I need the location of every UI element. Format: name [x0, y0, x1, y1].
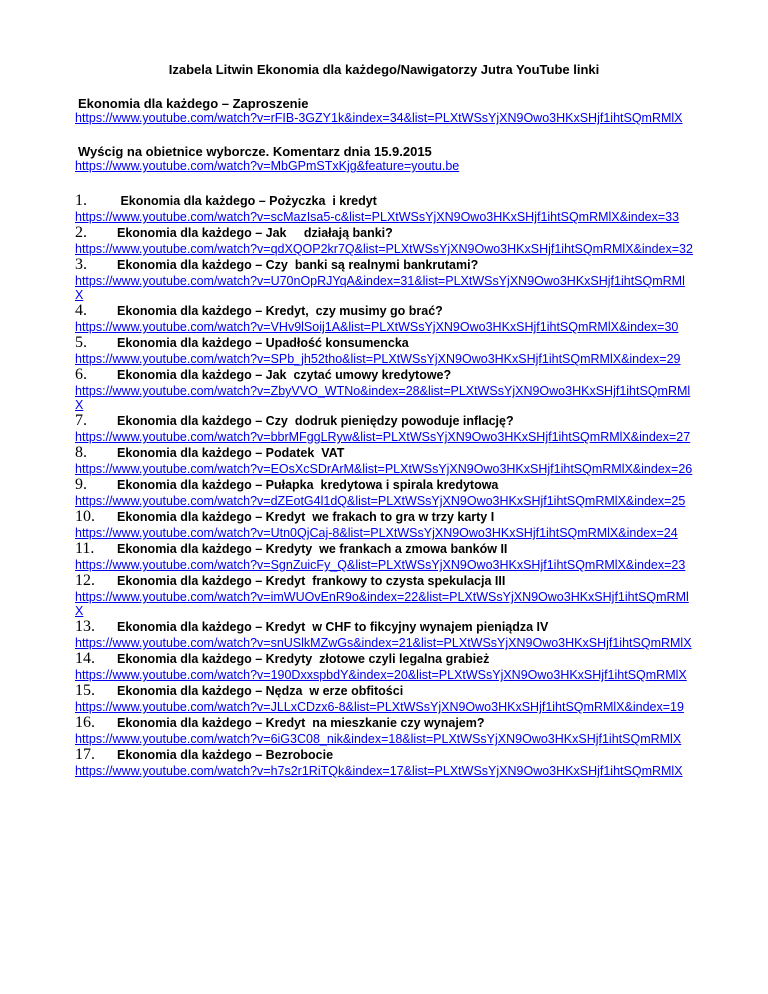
list-item — [75, 412, 693, 444]
item-number: 12. — [75, 572, 95, 589]
item-title: Ekonomia dla każdego – Kredyt, czy musimy go brać? — [117, 304, 443, 318]
item-number: 16. — [75, 714, 95, 731]
intro-block-comment — [75, 144, 693, 174]
list-item — [75, 572, 693, 618]
item-number: 8. — [75, 444, 87, 461]
item-number: 1. — [75, 192, 87, 209]
video-link[interactable]: https://www.youtube.com/watch?v=bbrMFggLRyw&list=PLXtWSsYjXN9Owo3HKxSHjf1ihtSQmRMlX&index=27 — [75, 430, 691, 444]
item-title: Ekonomia dla każdego – Pułapka kredytowa i spirala kredytowa — [117, 478, 499, 492]
item-title: Ekonomia dla każdego – Kredyt na mieszkanie czy wynajem? — [117, 716, 485, 730]
list-item — [75, 444, 693, 476]
list-item — [75, 540, 693, 572]
item-number: 7. — [75, 412, 87, 429]
video-link[interactable]: https://www.youtube.com/watch?v=dZEotG4l1dQ&list=PLXtWSsYjXN9Owo3HKxSHjf1ihtSQmRMlX&index=25 — [75, 494, 686, 508]
item-title: Ekonomia dla każdego – Podatek VAT — [117, 446, 345, 460]
video-link[interactable]: https://www.youtube.com/watch?v=EOsXcSDrArM&list=PLXtWSsYjXN9Owo3HKxSHjf1ihtSQmRMlX&index=26 — [75, 462, 693, 476]
video-link[interactable]: https://www.youtube.com/watch?v=snUSlkMZwGs&index=21&list=PLXtWSsYjXN9Owo3HKxSHjf1ihtSQmRMlX — [75, 636, 692, 650]
list-item — [75, 746, 693, 778]
item-number: 2. — [75, 224, 87, 241]
list-item — [75, 256, 693, 302]
item-number: 4. — [75, 302, 87, 319]
video-link[interactable]: https://www.youtube.com/watch?v=VHv9lSoij1A&list=PLXtWSsYjXN9Owo3HKxSHjf1ihtSQmRMlX&index=30 — [75, 320, 679, 334]
video-link[interactable]: https://www.youtube.com/watch?v=rFIB-3GZY1k&index=34&list=PLXtWSsYjXN9Owo3HKxSHjf1ihtSQmRMlX — [75, 111, 683, 125]
item-title: Ekonomia dla każdego – Kredyty złotowe czyli legalna grabież — [117, 652, 490, 666]
video-link[interactable]: https://www.youtube.com/watch?v=h7s2r1RiTQk&index=17&list=PLXtWSsYjXN9Owo3HKxSHjf1ihtSQmRMlX — [75, 764, 683, 778]
document-page — [75, 62, 693, 778]
item-number: 15. — [75, 682, 95, 699]
video-link[interactable]: https://www.youtube.com/watch?v=qdXQOP2kr7Q&list=PLXtWSsYjXN9Owo3HKxSHjf1ihtSQmRMlX&index=32 — [75, 242, 693, 256]
list-item — [75, 334, 693, 366]
video-link[interactable]: https://www.youtube.com/watch?v=SgnZuicFy_Q&list=PLXtWSsYjXN9Owo3HKxSHjf1ihtSQmRMlX&index=23 — [75, 558, 686, 572]
list-item — [75, 302, 693, 334]
list-item — [75, 192, 693, 224]
video-link[interactable]: https://www.youtube.com/watch?v=190DxxspbdY&index=20&list=PLXtWSsYjXN9Owo3HKxSHjf1ihtSQmRMlX — [75, 668, 687, 682]
list-item — [75, 366, 693, 412]
list-item — [75, 714, 693, 746]
video-link[interactable]: https://www.youtube.com/watch?v=JLLxCDzx6-8&list=PLXtWSsYjXN9Owo3HKxSHjf1ihtSQmRMlX&index=19 — [75, 700, 684, 714]
video-link[interactable]: https://www.youtube.com/watch?v=Utn0QjCaj-8&list=PLXtWSsYjXN9Owo3HKxSHjf1ihtSQmRMlX&index=24 — [75, 526, 678, 540]
list-item — [75, 618, 693, 650]
document-title: Izabela Litwin Ekonomia dla każdego/Nawigatorzy Jutra YouTube linki — [168, 62, 600, 77]
intro-title: Ekonomia dla każdego – Zaproszenie — [78, 96, 309, 111]
item-title: Ekonomia dla każdego – Czy dodruk pieniędzy powoduje inflację? — [117, 414, 514, 428]
item-title: Ekonomia dla każdego – Bezrobocie — [117, 748, 334, 762]
item-title: Ekonomia dla każdego – Kredyt frankowy to czysta spekulacja III — [117, 574, 506, 588]
intro-block-invitation — [75, 96, 693, 126]
list-item — [75, 224, 693, 256]
intro-title: Wyścig na obietnice wyborcze. Komentarz dnia 15.9.2015 — [78, 144, 432, 159]
item-title: Ekonomia dla każdego – Kredyty we frankach a zmowa banków II — [117, 542, 508, 556]
item-number: 6. — [75, 366, 87, 383]
item-title: Ekonomia dla każdego – Jak działają banki? — [117, 226, 393, 240]
item-title: Ekonomia dla każdego – Kredyt we frakach to gra w trzy karty I — [117, 510, 495, 524]
item-number: 11. — [75, 540, 95, 557]
item-title: Ekonomia dla każdego – Nędza w erze obfitości — [117, 684, 404, 698]
video-link[interactable]: https://www.youtube.com/watch?v=SPb_jh52tho&list=PLXtWSsYjXN9Owo3HKxSHjf1ihtSQmRMlX&index=29 — [75, 352, 681, 366]
video-link[interactable]: https://www.youtube.com/watch?v=6iG3C08_nik&index=18&list=PLXtWSsYjXN9Owo3HKxSHjf1ihtSQmRMlX — [75, 732, 682, 746]
item-title: Ekonomia dla każdego – Pożyczka i kredyt — [117, 194, 377, 208]
list-item — [75, 508, 693, 540]
video-link[interactable]: https://www.youtube.com/watch?v=scMazIsa5-c&list=PLXtWSsYjXN9Owo3HKxSHjf1ihtSQmRMlX&index=33 — [75, 210, 680, 224]
item-number: 10. — [75, 508, 95, 525]
item-title: Ekonomia dla każdego – Jak czytać umowy kredytowe? — [117, 368, 452, 382]
video-link[interactable]: https://www.youtube.com/watch?v=imWUOvEnR9o&index=22&list=PLXtWSsYjXN9Owo3HKxSHjf1ihtSQmRMlX — [75, 590, 689, 618]
video-list — [75, 192, 693, 778]
item-number: 5. — [75, 334, 87, 351]
list-item — [75, 650, 693, 682]
item-number: 9. — [75, 476, 87, 493]
video-link[interactable]: https://www.youtube.com/watch?v=U70nOpRJYqA&index=31&list=PLXtWSsYjXN9Owo3HKxSHjf1ihtSQmRMlX — [75, 274, 685, 302]
item-title: Ekonomia dla każdego – Upadłość konsumencka — [117, 336, 409, 350]
list-item — [75, 682, 693, 714]
item-number: 14. — [75, 650, 95, 667]
item-number: 3. — [75, 256, 87, 273]
list-item — [75, 476, 693, 508]
item-number: 13. — [75, 618, 95, 635]
video-link[interactable]: https://www.youtube.com/watch?v=MbGPmSTxKjg&feature=youtu.be — [75, 159, 460, 173]
item-title: Ekonomia dla każdego – Czy banki są realnymi bankrutami? — [117, 258, 479, 272]
item-title: Ekonomia dla każdego – Kredyt w CHF to fikcyjny wynajem pieniądza IV — [117, 620, 549, 634]
video-link[interactable]: https://www.youtube.com/watch?v=ZbyVVO_WTNo&index=28&list=PLXtWSsYjXN9Owo3HKxSHjf1ihtSQmRMlX — [75, 384, 691, 412]
item-number: 17. — [75, 746, 95, 763]
